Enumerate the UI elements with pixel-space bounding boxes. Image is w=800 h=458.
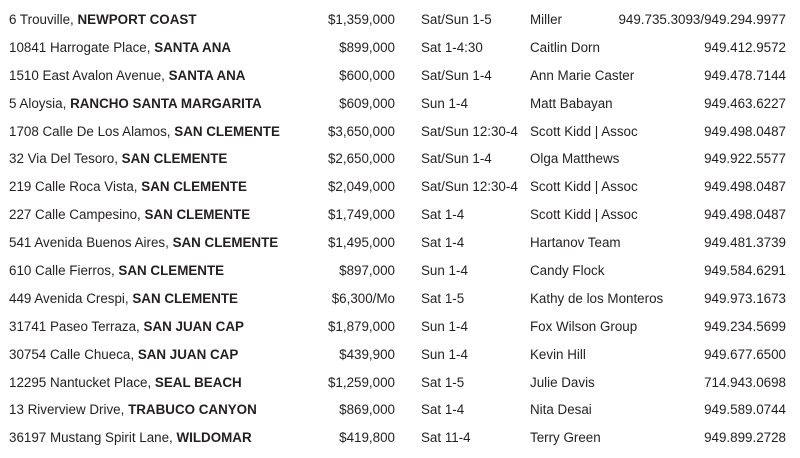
- listing-row: [0, 424, 800, 452]
- listing-agent: Matt Babayan: [530, 95, 613, 111]
- listing-address: [9, 424, 252, 452]
- listing-phone: 949.922.5577: [704, 151, 786, 167]
- listing-hours: Sat/Sun 12:30-4: [421, 123, 518, 139]
- listing-city: SEAL BEACH: [154, 374, 242, 390]
- listing-row: [0, 229, 800, 257]
- listing-hours: Sat 1-4: [421, 207, 465, 223]
- listing-row: [0, 145, 800, 173]
- listing-city: SAN CLEMENTE: [118, 263, 225, 279]
- listing-street: 219 Calle Roca Vista,: [9, 179, 138, 195]
- listing-street: 30754 Calle Chueca,: [9, 346, 135, 362]
- listing-phone: 949.677.6500: [704, 346, 786, 362]
- listing-phone: 949.584.6291: [704, 263, 786, 279]
- listing-address: [9, 257, 224, 285]
- listing-city: SAN JUAN CAP: [137, 346, 239, 362]
- open-house-listings: [0, 6, 800, 452]
- listing-agent: Kevin Hill: [530, 346, 586, 362]
- listing-phone: 949.498.0487: [704, 123, 786, 139]
- listing-street: 227 Calle Campesino,: [9, 207, 141, 223]
- listing-street: 610 Calle Fierros,: [9, 263, 115, 279]
- listing-city: WILDOMAR: [176, 430, 252, 446]
- listing-city: SAN CLEMENTE: [174, 123, 280, 139]
- listing-address: [9, 34, 231, 62]
- listing-agent: Caitlin Dorn: [530, 39, 600, 55]
- listing-street: 1708 Calle De Los Alamos,: [9, 123, 171, 139]
- listing-row: [0, 201, 800, 229]
- listing-price: $1,359,000: [327, 12, 395, 27]
- listing-city: SAN CLEMENTE: [141, 179, 247, 195]
- listing-address: [9, 62, 245, 90]
- listing-agent: Nita Desai: [530, 402, 592, 418]
- listing-agent: Julie Davis: [530, 374, 595, 390]
- listing-price: $1,879,000: [327, 318, 395, 334]
- listing-price: $600,000: [339, 67, 395, 83]
- listing-phone: 949.973.1673: [704, 290, 786, 306]
- listing-hours: Sat 1-4: [421, 402, 465, 418]
- listing-agent: Miller: [530, 12, 562, 27]
- listing-agent: Scott Kidd | Assoc: [530, 179, 638, 195]
- listing-agent: Kathy de los Monteros: [530, 290, 664, 306]
- listing-address: [9, 313, 244, 341]
- listing-city: SAN CLEMENTE: [121, 151, 228, 167]
- listing-street: 541 Avenida Buenos Aires,: [9, 235, 169, 251]
- listing-row: [0, 62, 800, 90]
- listing-hours: Sat/Sun 1-4: [421, 151, 492, 167]
- listing-agent: Olga Matthews: [530, 151, 620, 167]
- listing-row: [0, 369, 800, 397]
- listing-price: $6,300/Mo: [331, 290, 395, 306]
- listing-agent: Ann Marie Caster: [530, 67, 635, 83]
- listing-hours: Sun 1-4: [421, 263, 468, 279]
- listing-city: TRABUCO CANYON: [128, 402, 257, 418]
- listing-row: [0, 34, 800, 62]
- listing-hours: Sat 1-5: [421, 374, 465, 390]
- listing-phone: 949.498.0487: [704, 207, 786, 223]
- listing-address: [9, 145, 227, 173]
- listing-agent: Scott Kidd | Assoc: [530, 123, 638, 139]
- listing-street: 10841 Harrogate Place,: [9, 39, 151, 55]
- listing-row: [0, 341, 800, 369]
- listing-price: $1,749,000: [327, 207, 395, 223]
- listing-address: [9, 285, 238, 313]
- listing-hours: Sat/Sun 1-5: [421, 12, 492, 27]
- listing-row: [0, 396, 800, 424]
- listing-price: $439,900: [339, 346, 395, 362]
- listing-agent: Scott Kidd | Assoc: [530, 207, 638, 223]
- listing-street: 13 Riverview Drive,: [9, 402, 125, 418]
- listing-street: 32 Via Del Tesoro,: [9, 151, 118, 167]
- listing-hours: Sun 1-4: [421, 346, 468, 362]
- listing-row: [0, 6, 800, 34]
- listing-street: 6 Trouville,: [9, 12, 74, 27]
- listing-hours: Sat 1-4:30: [421, 39, 483, 55]
- listing-street: 12295 Nantucket Place,: [9, 374, 152, 390]
- listing-street: 31741 Paseo Terraza,: [9, 318, 140, 334]
- listing-phone: 949.412.9572: [704, 39, 786, 55]
- listing-hours: Sat 1-4: [421, 235, 465, 251]
- listing-address: [9, 341, 238, 369]
- listing-price: $869,000: [339, 402, 395, 418]
- listing-hours: Sun 1-4: [421, 318, 468, 334]
- listing-address: [9, 396, 257, 424]
- listing-price: $3,650,000: [327, 123, 395, 139]
- listing-street: 5 Aloysia,: [9, 95, 67, 111]
- listing-address: [9, 90, 262, 118]
- listing-price: $897,000: [339, 263, 395, 279]
- listing-city: RANCHO SANTA MARGARITA: [70, 95, 262, 111]
- listing-row: [0, 285, 800, 313]
- listing-hours: Sat 11-4: [421, 430, 471, 446]
- listing-phone: 949.899.2728: [704, 430, 786, 446]
- listing-phone: 949.478.7144: [704, 67, 786, 83]
- listing-row: [0, 173, 800, 201]
- listing-agent: Hartanov Team: [530, 235, 621, 251]
- listing-agent: Fox Wilson Group: [530, 318, 638, 334]
- listing-price: $2,049,000: [327, 179, 395, 195]
- listing-row: [0, 118, 800, 146]
- listing-agent: Candy Flock: [530, 263, 605, 279]
- listing-row: [0, 313, 800, 341]
- listing-price: $899,000: [339, 39, 395, 55]
- listing-hours: Sat 1-5: [421, 290, 465, 306]
- listing-phone: 949.234.5699: [704, 318, 786, 334]
- listing-row: [0, 90, 800, 118]
- listing-city: NEWPORT COAST: [77, 12, 197, 27]
- listing-phone: 714.943.0698: [704, 374, 786, 390]
- listing-price: $609,000: [339, 95, 395, 111]
- listing-address: [9, 6, 197, 34]
- listing-phone: 949.589.0744: [704, 402, 786, 418]
- listing-agent: Terry Green: [530, 430, 601, 446]
- listing-row: [0, 257, 800, 285]
- listing-price: $2,650,000: [327, 151, 395, 167]
- listing-city: SAN JUAN CAP: [143, 318, 244, 334]
- listing-city: SANTA ANA: [154, 39, 232, 55]
- listing-phone: 949.498.0487: [704, 179, 786, 195]
- listing-price: $1,495,000: [327, 235, 395, 251]
- listing-hours: Sat/Sun 12:30-4: [421, 179, 518, 195]
- listing-phone: 949.463.6227: [704, 95, 786, 111]
- listing-street: 1510 East Avalon Avenue,: [9, 67, 165, 83]
- listing-address: [9, 173, 247, 201]
- listing-street: 449 Avenida Crespi,: [9, 290, 129, 306]
- listing-city: SAN CLEMENTE: [172, 235, 279, 251]
- listing-city: SAN CLEMENTE: [132, 290, 238, 306]
- listing-city: SANTA ANA: [168, 67, 246, 83]
- listing-phone: 949.735.3093/949.294.9977: [618, 12, 786, 27]
- listing-address: [9, 201, 250, 229]
- listing-price: $1,259,000: [327, 374, 395, 390]
- listing-address: [9, 229, 278, 257]
- listing-city: SAN CLEMENTE: [144, 207, 251, 223]
- listing-phone: 949.481.3739: [704, 235, 786, 251]
- listing-hours: Sun 1-4: [421, 95, 468, 111]
- listing-address: [9, 118, 280, 146]
- listing-address: [9, 369, 242, 397]
- listing-street: 36197 Mustang Spirit Lane,: [9, 430, 173, 446]
- listing-price: $419,800: [339, 430, 395, 446]
- listing-hours: Sat/Sun 1-4: [421, 67, 492, 83]
